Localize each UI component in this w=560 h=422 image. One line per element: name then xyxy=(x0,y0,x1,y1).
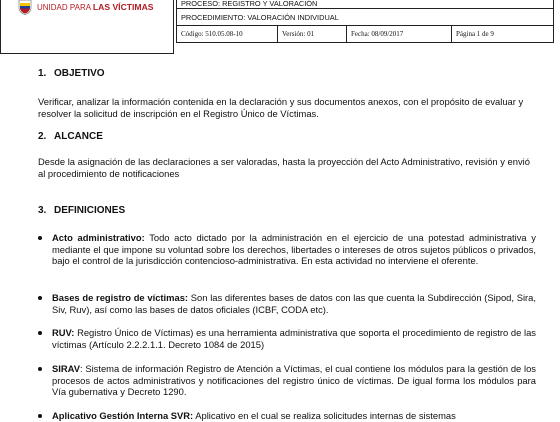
bullet-icon xyxy=(38,367,42,371)
logo-text: UNIDAD PARA LAS VÍCTIMAS xyxy=(37,2,154,12)
section-heading-alcance: 2. ALCANCE xyxy=(38,131,103,142)
bullet-icon xyxy=(38,236,42,240)
definition-term: Bases de registro de víctimas: xyxy=(52,292,189,303)
unidad-victimas-logo-icon xyxy=(18,0,32,15)
bullet-icon xyxy=(38,331,42,335)
definition-text: : Sistema de información Registro de Atención a Víctimas, el cual contiene los módulos para la gestión de los procesos de actos administrativos y notificaciones del registro único de víctimas. De igual forma los módulos para Vía gubernativa y Decreto 1290. xyxy=(52,363,536,398)
document-control-table xyxy=(176,0,554,43)
definition-item xyxy=(52,232,536,267)
definition-term: SIRAV xyxy=(52,363,80,374)
process-cell: PROCESO: REGISTRO Y VALORACIÓN xyxy=(177,0,554,9)
definition-term: RUV: xyxy=(52,327,75,338)
definition-text: Registro Único de Víctimas) es una herramienta administrativa que soporta el procedimiento de registro de las víctimas (Artículo 2.2.2.1.1. Decreto 1084 de 2015) xyxy=(52,327,536,350)
section-heading-definiciones: 3. DEFINICIONES xyxy=(38,205,126,216)
procedure-cell: PROCEDIMIENTO: VALORACIÓN INDIVIDUAL xyxy=(177,9,554,26)
definition-item xyxy=(52,327,536,350)
logo-box xyxy=(0,0,174,54)
definition-text: Aplicativo en el cual se realiza solicitudes internas de sistemas xyxy=(193,410,456,421)
definition-term: Aplicativo Gestión Interna SVR: xyxy=(52,410,194,421)
definition-item xyxy=(52,292,536,315)
document-header xyxy=(0,0,560,56)
code-cell: Código: 510.05.08-10 xyxy=(177,26,278,43)
alcance-paragraph: Desde la asignación de las declaraciones a ser valoradas, hasta la proyección del Acto Administrativo, revisión y envió al procedimiento de notificaciones xyxy=(38,156,530,179)
section-heading-objetivo: 1. OBJETIVO xyxy=(38,68,105,79)
date-cell: Fecha: 08/09/2017 xyxy=(347,26,452,43)
page-cell: Página 1 de 9 xyxy=(452,26,554,43)
objetivo-paragraph: Verificar, analizar la información contenida en la declaración y sus documentos anexos, con el propósito de evaluar y resolver la solicitud de inscripción en el Registro Único de Víctimas. xyxy=(38,96,524,119)
bullet-icon xyxy=(38,414,42,418)
definition-text: Son las diferentes bases de datos con las que cuenta la Subdirección (Sipod, Sira, Siv, Ruv), así como las bases de datos oficiales (ICBF, CODA etc). xyxy=(52,292,536,315)
version-cell: Versión: 01 xyxy=(278,26,347,43)
definition-term: Acto administrativo: xyxy=(52,232,145,243)
bullet-icon xyxy=(38,296,42,300)
definition-text: Todo acto dictado por la administración en el ejercicio de una potestad administrativa y mediante el que impone su voluntad sobre los derechos, libertades o intereses de otros sujetos públicos o privados, bajo el control de la jurisdicción contencioso-administrativa. En esta actividad no interviene el oferente. xyxy=(52,232,536,267)
definition-item xyxy=(52,363,536,398)
